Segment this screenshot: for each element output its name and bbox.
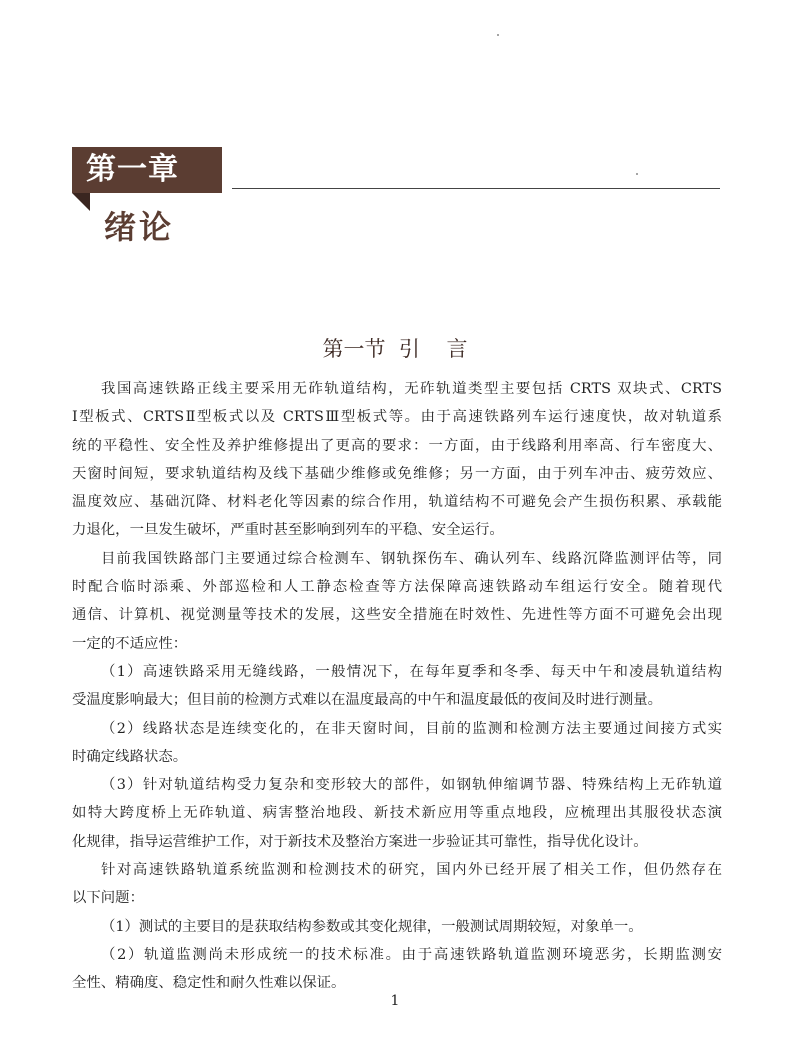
text-line: 时配合临时添乘、外部巡检和人工静态检查等方法保障高速铁路动车组运行安全。随着现代	[72, 579, 722, 596]
page-number: 1	[390, 993, 400, 1009]
chapter-title: 绪论	[104, 208, 175, 246]
text-line: （2）轨道监测尚未形成统一的技术标准。由于高速铁路轨道监测环境恶劣，长期监测安	[101, 946, 722, 963]
scan-speck	[497, 34, 499, 36]
text-line: （2）线路状态是连续变化的，在非天窗时间，目前的监测和检测方法主要通过间接方式实	[101, 720, 722, 737]
text-line: 针对高速铁路轨道系统监测和检测技术的研究，国内外已经开展了相关工作，但仍然存在	[101, 862, 722, 879]
text-line: 一定的不适应性：	[72, 635, 188, 652]
text-line: 化规律，指导运营维护工作，对于新技术及整治方案进一步验证其可靠性，指导优化设计。	[72, 833, 648, 850]
text-line: 力退化，一旦发生破坏，严重时甚至影响到列车的平稳、安全运行。	[72, 522, 504, 539]
text-line: 受温度影响最大；但目前的检测方式难以在温度最高的中午和温度最低的夜间及时进行测量。	[72, 692, 663, 709]
text-line: 我国高速铁路正线主要采用无砟轨道结构，无砟轨道类型主要包括 CRTS 双块式、CRTS	[101, 381, 722, 397]
text-line: 时确定线路状态。	[72, 748, 188, 765]
section-title: 第一节 引 言	[322, 337, 468, 361]
body-text	[72, 375, 722, 998]
text-line: 以下问题：	[72, 890, 144, 907]
text-line: 通信、计算机、视觉测量等技术的发展，这些安全措施在时效性、先进性等方面不可避免会出现	[72, 607, 722, 624]
chapter-label: 第一章	[86, 152, 179, 187]
text-line: 温度效应、基础沉降、材料老化等因素的综合作用，轨道结构不可避免会产生损伤积累、承载能	[72, 494, 722, 511]
text-line: 统的平稳性、安全性及养护维修提出了更高的要求：一方面，由于线路利用率高、行车密度大、	[72, 437, 722, 454]
text-line: 如特大跨度桥上无砟轨道、病害整治地段、新技术新应用等重点地段，应梳理出其服役状态演	[72, 805, 722, 822]
text-line: Ⅰ型板式、CRTSⅡ型板式以及 CRTSⅢ型板式等。由于高速铁路列车运行速度快，故对轨道系	[72, 409, 722, 426]
chapter-tab-fold	[72, 193, 90, 211]
text-line: 天窗时间短，要求轨道结构及线下基础少维修或免维修；另一方面，由于列车冲击、疲劳效应、	[72, 465, 722, 482]
text-line: （1）测试的主要目的是获取结构参数或其变化规律，一般测试周期较短，对象单一。	[101, 918, 643, 935]
text-line: （1）高速铁路采用无缝线路，一般情况下，在每年夏季和冬季、每天中午和凌晨轨道结构	[101, 663, 722, 680]
text-line: 目前我国铁路部门主要通过综合检测车、钢轨探伤车、确认列车、线路沉降监测评估等，同	[101, 550, 722, 567]
text-line: （3）针对轨道结构受力复杂和变形较大的部件，如钢轨伸缩调节器、特殊结构上无砟轨道	[101, 777, 722, 794]
text-line: 全性、精确度、稳定性和耐久性难以保证。	[72, 975, 346, 992]
scan-speck	[636, 173, 638, 175]
chapter-divider-line	[232, 188, 720, 189]
